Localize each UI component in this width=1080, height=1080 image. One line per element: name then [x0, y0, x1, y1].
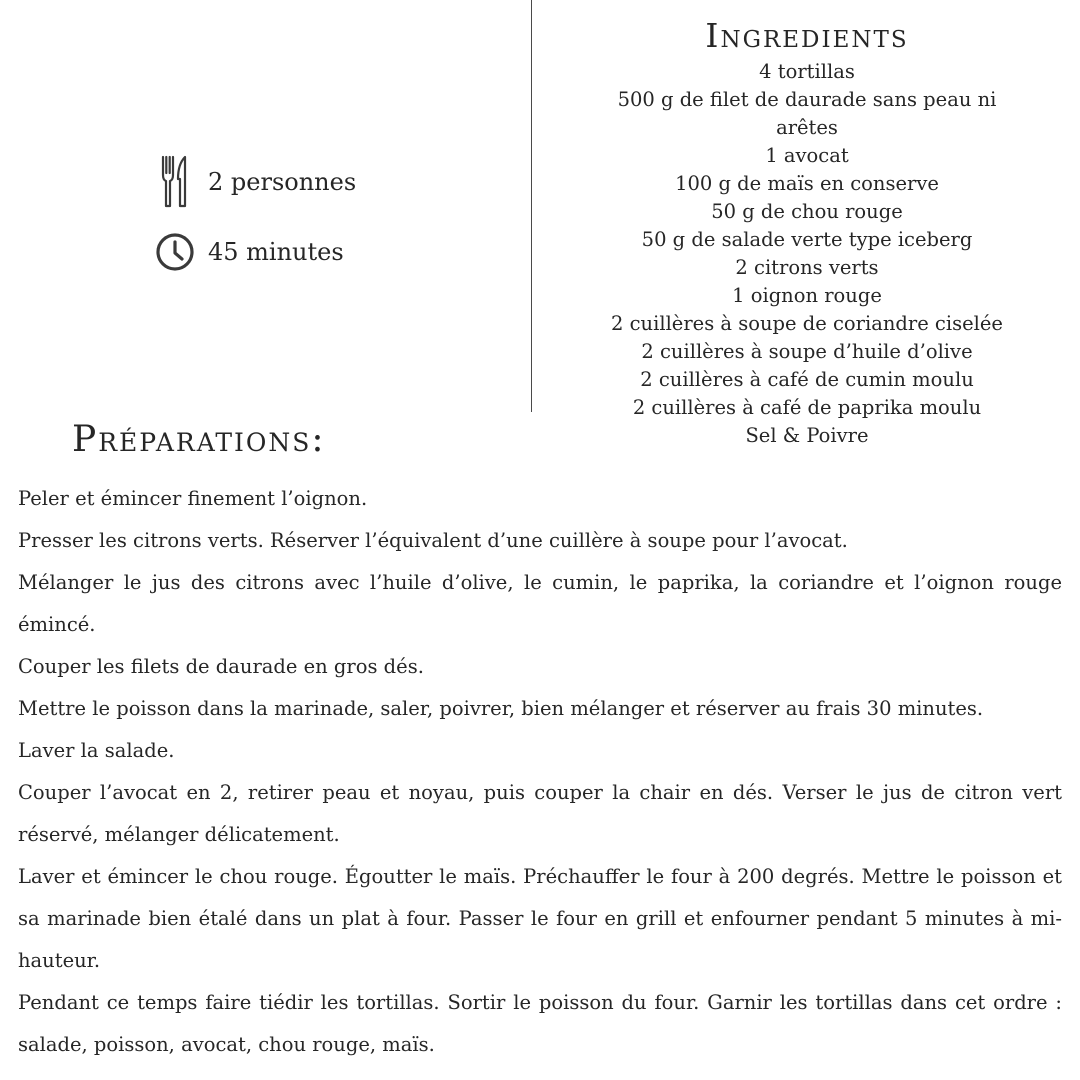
preparation-step: Mettre le poisson dans la marinade, saler, poivrer, bien mélanger et réserver au frais 30 minutes.	[18, 697, 984, 720]
ingredient-item: 500 g de filet de daurade sans peau ni arêtes	[617, 88, 997, 139]
ingredient-item: 2 cuillères à soupe d’huile d’olive	[641, 340, 973, 363]
preparation-steps	[18, 478, 1062, 1066]
ingredient-item: 50 g de salade verte type iceberg	[641, 228, 973, 251]
ingredient-item: 50 g de chou rouge	[711, 200, 903, 223]
preparation-step: Couper les filets de daurade en gros dés.	[18, 655, 424, 678]
ingredient-item: 4 tortillas	[759, 60, 855, 83]
fork-knife-icon	[155, 154, 195, 210]
preparation-step: Mélanger le jus des citrons avec l’huile d’olive, le cumin, le paprika, la coriandre et l’oignon rouge émincé.	[18, 571, 1062, 636]
servings-row	[155, 154, 356, 210]
ingredient-item: 1 oignon rouge	[732, 284, 882, 307]
ingredients-section	[585, 14, 1029, 450]
time-row	[155, 224, 356, 280]
preparation-step: Presser les citrons verts. Réserver l’équivalent d’une cuillère à soupe pour l’avocat.	[18, 529, 848, 552]
ingredient-item: 2 cuillères à soupe de coriandre ciselée	[611, 312, 1003, 335]
preparation-step: Laver la salade.	[18, 739, 175, 762]
time-text: 45 minutes	[208, 238, 344, 266]
preparation-step: Couper l’avocat en 2, retirer peau et noyau, puis couper la chair en dés. Verser le jus de citron vert réservé, mélanger délicatement.	[18, 781, 1062, 846]
preparation-step: Peler et émincer finement l’oignon.	[18, 487, 368, 510]
column-divider	[531, 0, 532, 412]
ingredient-item: 100 g de maïs en conserve	[675, 172, 939, 195]
preparation-step: Laver et émincer le chou rouge. Égoutter le maïs. Préchauffer le four à 200 degrés. Mettre le poisson et sa marinade bien étalé dans un plat à four. Passer le four en grill et enfourner pendant 5 minutes à mi-hauteur.	[18, 865, 1062, 972]
ingredients-list	[585, 58, 1029, 450]
ingredient-item: 2 cuillères à café de cumin moulu	[640, 368, 974, 391]
ingredient-item: 2 citrons verts	[735, 256, 879, 279]
recipe-meta	[155, 154, 356, 280]
preparations-title: Préparations:	[72, 419, 326, 460]
ingredient-item: Sel & Poivre	[745, 424, 869, 447]
ingredients-title: Ingredients	[705, 16, 909, 55]
ingredient-item: 1 avocat	[765, 144, 849, 167]
clock-icon	[155, 224, 195, 280]
ingredient-item: 2 cuillères à café de paprika moulu	[632, 396, 982, 419]
preparation-step: Pendant ce temps faire tiédir les tortillas. Sortir le poisson du four. Garnir les tortillas dans cet ordre : salade, poisson, avocat, chou rouge, maïs.	[18, 991, 1062, 1056]
servings-text: 2 personnes	[208, 168, 357, 196]
